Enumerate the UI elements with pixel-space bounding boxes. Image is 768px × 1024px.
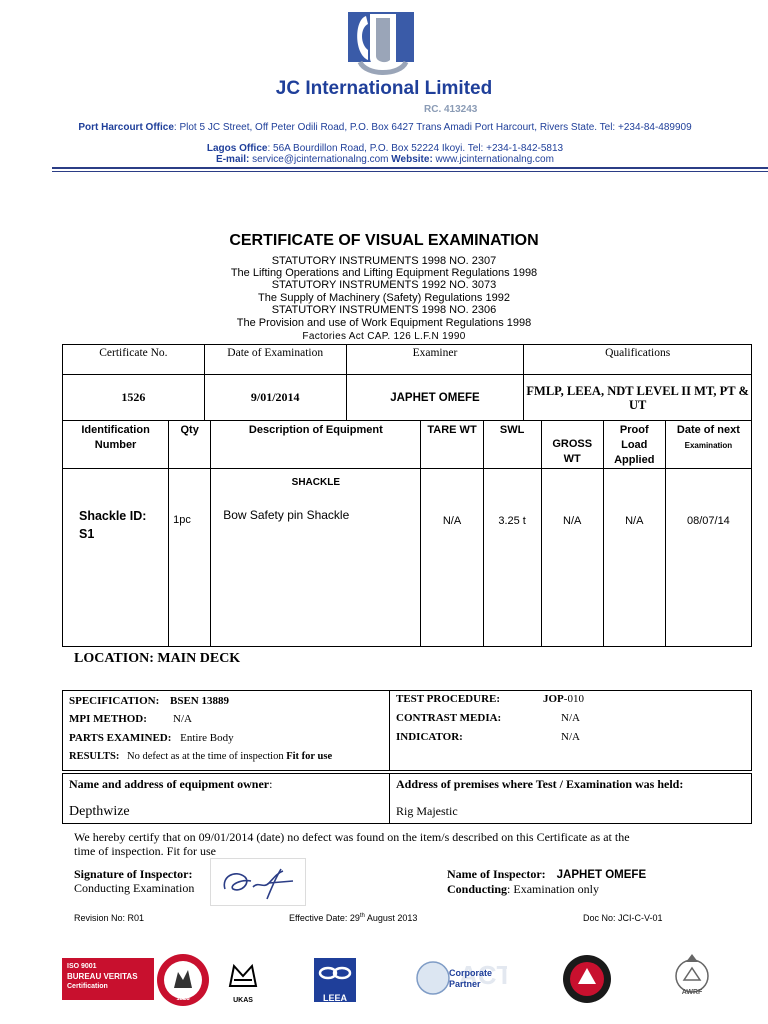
parts-label: PARTS EXAMINED: xyxy=(69,732,172,744)
factories-act: Factories Act CAP. 126 L.F.N 1990 xyxy=(302,331,466,342)
red-seal-icon xyxy=(560,954,614,1004)
certify-line-2: time of inspection. Fit for use xyxy=(74,844,216,858)
iso-line-1: ISO 9001 xyxy=(67,963,97,970)
awrf-logo xyxy=(668,950,716,1008)
corporate-text: Corporate xyxy=(449,968,493,978)
identification-value: Shackle ID: S1 xyxy=(63,469,169,647)
statute-line: The Supply of Machinery (Safety) Regulations 1992 xyxy=(258,292,510,304)
certify-statement xyxy=(74,830,630,858)
examiner-value: JAPHET OMEFE xyxy=(346,375,524,421)
doc-no: Doc No: JCI-C-V-01 xyxy=(583,913,663,923)
statute-line: The Lifting Operations and Lifting Equipment Regulations 1998 xyxy=(230,267,538,279)
cert-no-value: 1526 xyxy=(63,375,205,421)
inspector-block xyxy=(447,867,646,896)
ph-office-label: Port Harcourt Office xyxy=(78,122,174,133)
effective-sup: th xyxy=(359,913,365,919)
exam-date-header: Date of Examination xyxy=(204,345,346,375)
website-label: Website: xyxy=(391,154,433,165)
indicator-label-text: INDICATOR: xyxy=(396,731,463,743)
results-label: RESULTS: xyxy=(69,751,120,762)
test-value-bold: JOP xyxy=(543,693,564,705)
lagos-address xyxy=(70,143,700,154)
parts-value: Entire Body xyxy=(180,732,234,744)
specification-box xyxy=(62,690,752,771)
swl-header: SWL xyxy=(483,421,541,469)
iso-9001-logo xyxy=(62,958,154,1000)
signature-icon xyxy=(211,859,307,907)
ph-office-text: : Plot 5 JC Street, Off Peter Odili Road, P.O. Box 6427 Trans Amadi Port Harcourt, Rivers State. Tel: +234-84-489909 xyxy=(173,122,692,133)
conducting-label: Conducting xyxy=(447,882,508,896)
certificate-title: CERTIFICATE OF VISUAL EXAMINATION xyxy=(229,232,539,249)
ukas-text: UKAS xyxy=(233,997,253,1004)
header-rule xyxy=(52,167,768,169)
inspector-name-value: JAPHET OMEFE xyxy=(556,869,647,881)
description-cell xyxy=(211,469,421,647)
revision-no: Revision No: R01 xyxy=(74,913,145,923)
specification-value: BSEN 13889 xyxy=(170,695,230,707)
proof-load-value: N/A xyxy=(603,469,665,647)
description-value: Bow Safety pin Shackle xyxy=(223,508,350,522)
next-exam-title: Date of next xyxy=(676,424,740,436)
company-logo xyxy=(346,10,416,78)
tare-header: TARE WT xyxy=(421,421,483,469)
iso-line-2: BUREAU VERITAS xyxy=(67,972,138,981)
awrf-icon xyxy=(668,950,716,994)
red-seal-logo xyxy=(560,954,614,1004)
leea-chain-icon xyxy=(314,958,356,988)
conducting-value: : Examination only xyxy=(507,882,600,896)
website-value[interactable]: www.jcinternationalng.com xyxy=(432,154,554,165)
statute-line: STATUTORY INSTRUMENTS 1998 NO. 2307 xyxy=(271,255,497,267)
leea-logo xyxy=(314,958,356,1002)
next-exam-subtitle: Examination xyxy=(684,441,733,450)
bureau-veritas-seal xyxy=(150,952,216,1008)
gross-header: GROSS WT xyxy=(541,421,603,469)
signature-label: Signature of Inspector: xyxy=(74,867,193,881)
indicator-label xyxy=(396,731,463,743)
header-rule-thin xyxy=(52,171,768,172)
company-name: JC International Limited xyxy=(275,78,493,99)
corporate-partner-text xyxy=(449,968,492,990)
leea-text: LEEA xyxy=(322,993,347,1003)
specification-row xyxy=(69,695,229,707)
iso-line-3: Certification xyxy=(67,983,108,990)
owner-colon: : xyxy=(269,777,273,791)
signature-subtitle: Conducting Examination xyxy=(74,881,195,895)
cert-no-header: Certificate No. xyxy=(63,345,205,375)
certificate-info-table xyxy=(62,344,752,421)
owner-divider xyxy=(389,774,390,823)
test-value: -010 xyxy=(563,693,584,705)
inspector-name-row xyxy=(447,867,646,882)
mpi-label: MPI METHOD: xyxy=(69,713,147,725)
contrast-label-text: CONTRAST MEDIA: xyxy=(396,712,502,724)
email-label: E-mail: xyxy=(216,154,250,165)
svg-text:ACT: ACT xyxy=(459,960,507,990)
examiner-header: Examiner xyxy=(346,345,524,375)
premises-value: Rig Majestic xyxy=(396,804,458,818)
lagos-office-label: Lagos Office xyxy=(206,143,268,154)
results-row xyxy=(69,751,332,762)
partner-text: Partner xyxy=(449,979,481,989)
mpi-value: N/A xyxy=(173,713,192,725)
premises-label-row xyxy=(396,777,683,792)
description-header: Description of Equipment xyxy=(211,421,421,469)
signature-block xyxy=(74,867,194,895)
jc-logo-icon xyxy=(346,10,416,78)
owner-label: Name and address of equipment owner xyxy=(69,777,270,791)
contrast-label xyxy=(396,712,501,724)
next-exam-header xyxy=(665,421,751,469)
certify-line-1: We hereby certify that on 09/01/2014 (date) no defect was found on the item/s described on this Certificate as at the xyxy=(74,830,630,844)
indicator-value: N/A xyxy=(561,731,580,743)
ukas-logo xyxy=(226,958,260,1008)
statute-line: STATUTORY INSTRUMENTS 1992 NO. 3073 xyxy=(271,279,497,291)
owner-value: Depthwize xyxy=(69,804,130,819)
parts-row xyxy=(69,732,234,744)
test-label: TEST PROCEDURE: xyxy=(396,693,501,705)
port-harcourt-address xyxy=(70,122,700,133)
qualifications-header: Qualifications xyxy=(524,345,752,375)
proof-load-header: Proof Load Applied xyxy=(603,421,665,469)
swl-value: 3.25 t xyxy=(483,469,541,647)
gross-value: N/A xyxy=(541,469,603,647)
statute-line: The Provision and use of Work Equipment Regulations 1998 xyxy=(236,317,532,329)
acct-corporate-partner-logo xyxy=(415,954,507,1002)
effective-prefix: Effective Date: 29 xyxy=(289,913,360,923)
equipment-table xyxy=(62,420,752,647)
results-fit: Fit for use xyxy=(286,751,333,762)
awrf-text: AWRF xyxy=(681,989,703,996)
statute-line: STATUTORY INSTRUMENTS 1998 NO. 2306 xyxy=(271,304,497,316)
contact-line xyxy=(70,154,700,165)
description-heading: SHACKLE xyxy=(291,477,340,488)
lagos-office-text: : 56A Bourdillon Road, P.O. Box 52224 Ikoyi. Tel: +234-1-842-5813 xyxy=(267,143,564,154)
effective-suffix: August 2013 xyxy=(364,913,418,923)
identification-header: Identification Number xyxy=(63,421,169,469)
results-value: No defect as at the time of inspection xyxy=(127,751,284,762)
test-procedure-label xyxy=(396,693,500,705)
effective-date xyxy=(289,913,417,923)
signature-image xyxy=(210,858,306,906)
tare-value: N/A xyxy=(421,469,483,647)
premises-label: Address of premises where Test / Examination was held: xyxy=(396,777,684,791)
ukas-crown-icon xyxy=(226,958,260,992)
owner-box xyxy=(62,773,752,824)
qty-value: 1pc xyxy=(169,469,211,647)
next-exam-value: 08/07/14 xyxy=(665,469,751,647)
owner-label-row xyxy=(69,777,272,792)
mpi-row xyxy=(69,713,147,725)
qty-header: Qty xyxy=(169,421,211,469)
bv-year: 1828 xyxy=(176,996,190,1002)
email-value[interactable]: service@jcinternationalng.com xyxy=(249,154,392,165)
test-procedure-value xyxy=(543,693,584,705)
rc-number: RC. 413243 xyxy=(424,104,478,115)
specification-label: SPECIFICATION: xyxy=(69,695,160,707)
qualifications-value: FMLP, LEEA, NDT LEVEL II MT, PT & UT xyxy=(524,375,752,421)
conducting-row xyxy=(447,882,646,896)
spec-divider xyxy=(389,691,390,770)
location: LOCATION: MAIN DECK xyxy=(74,651,241,666)
inspector-name-label: Name of Inspector: xyxy=(447,867,546,881)
contrast-value: N/A xyxy=(561,712,580,724)
exam-date-value: 9/01/2014 xyxy=(204,375,346,421)
